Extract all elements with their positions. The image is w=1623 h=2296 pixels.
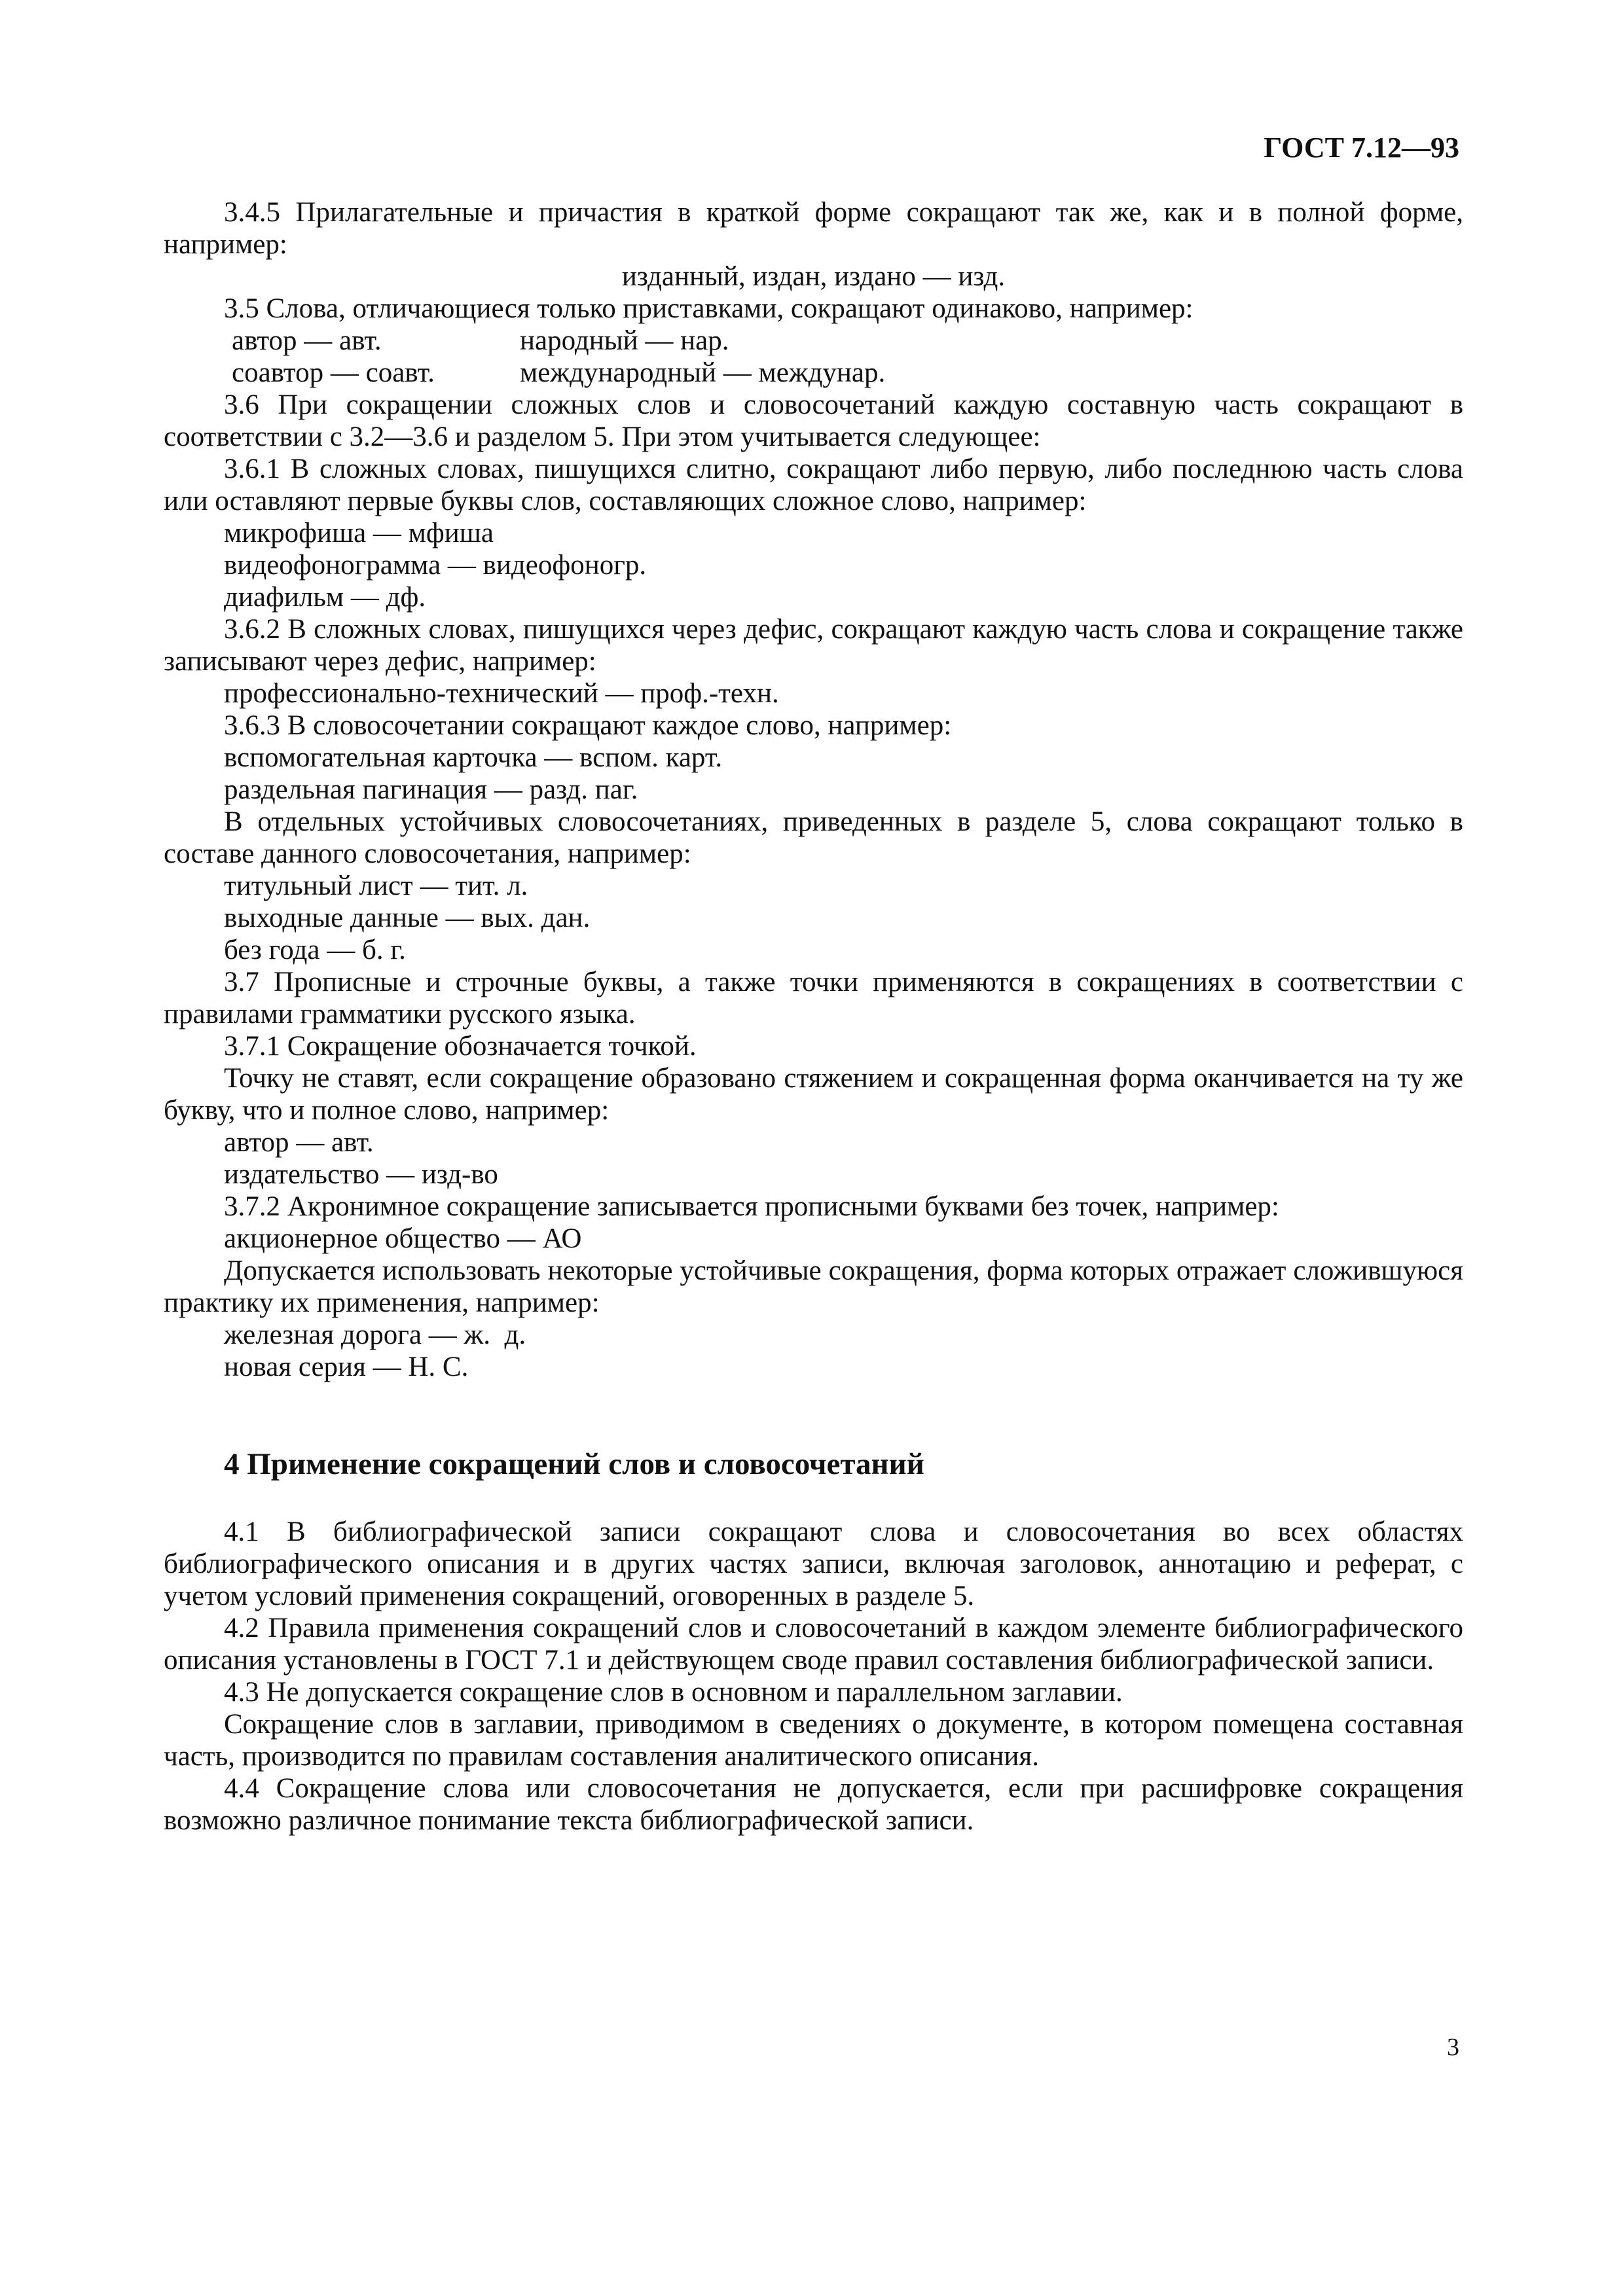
example-line: новая серия — Н. С.: [224, 1352, 469, 1382]
paragraph-3-7: 3.7 Прописные и строчные буквы, а также точки применяются в сокращениях в соответствии с правилами грамматики русского языка.: [164, 967, 1463, 1030]
paragraph-3-6-2: 3.6.2 В сложных словах, пишущихся через дефис, сокращают каждую часть слова и сокращение также записывают через дефис, например:: [164, 614, 1463, 677]
example-left: автор — авт.: [232, 325, 382, 356]
example-line: выходные данные — вых. дан.: [224, 903, 591, 933]
example-line: титульный лист — тит. л.: [224, 870, 528, 901]
example-line: видеофонограмма — видеофоногр.: [224, 550, 647, 581]
example-line: раздельная пагинация — разд. паг.: [224, 774, 638, 805]
example-line: изданный, издан, издано — изд.: [621, 261, 1006, 292]
paragraph-3-6-3: 3.6.3 В словосочетании сокращают каждое слово, например:: [224, 710, 952, 741]
paragraph-3-7-2: 3.7.2 Акронимное сокращение записывается прописными буквами без точек, например:: [224, 1191, 1279, 1222]
section-4-heading: 4 Применение сокращений слов и словосочетаний: [224, 1447, 924, 1481]
example-line: вспомогательная карточка — вспом. карт.: [224, 742, 723, 773]
paragraph-4-3-note: Сокращение слов в заглавии, приводимом в сведениях о документе, в котором помещена составная часть, производится по правилам составления аналитического описания.: [164, 1709, 1463, 1772]
example-line: диафильм — дф.: [224, 582, 426, 613]
body-text: [164, 196, 1463, 1837]
example-right: народный — нар.: [520, 325, 729, 356]
paragraph-3-6-3-note: В отдельных устойчивых словосочетаниях, приведенных в разделе 5, слова сокращают только в составе данного словосочетания, например:: [164, 806, 1463, 869]
paragraph-3-7-1-note: Точку не ставят, если сокращение образовано стяжением и сокращенная форма оканчивается на ту же букву, что и полное слово, например:: [164, 1063, 1463, 1126]
example-line: автор — авт.: [224, 1127, 374, 1158]
paragraph-4-2: 4.2 Правила применения сокращений слов и словосочетаний в каждом элементе библиографического описания установлены в ГОСТ 7.1 и действующем своде правил составления библиографической записи.: [164, 1613, 1463, 1676]
page-number: 3: [1447, 2034, 1459, 2061]
example-left: соавтор — соавт.: [232, 357, 435, 388]
paragraph-3-5: 3.5 Слова, отличающиеся только приставками, сокращают одинаково, например:: [224, 293, 1194, 324]
paragraph-4-3: 4.3 Не допускается сокращение слов в основном и параллельном заглавии.: [224, 1677, 1123, 1708]
example-right: международный — междунар.: [520, 357, 886, 388]
example-pair: [164, 325, 1463, 357]
example-line: акционерное общество — АО: [224, 1223, 582, 1254]
example-line: железная дорога — ж. д.: [224, 1319, 526, 1350]
paragraph-4-4: 4.4 Сокращение слова или словосочетания не допускается, если при расшифровке сокращения возможно различное понимание текста библиографической записи.: [164, 1773, 1463, 1836]
paragraph-3-7-2-note: Допускается использовать некоторые устойчивые сокращения, форма которых отражает сложившуюся практику их применения, например:: [164, 1255, 1463, 1318]
paragraph-3-6: 3.6 При сокращении сложных слов и словосочетаний каждую составную часть сокращают в соответствии с 3.2—3.6 и разделом 5. При этом учитывается следующее:: [164, 389, 1463, 452]
example-line: микрофиша — мфиша: [224, 518, 494, 548]
paragraph-3-7-1: 3.7.1 Сокращение обозначается точкой.: [224, 1031, 697, 1062]
example-line: без года — б. г.: [224, 935, 406, 965]
example-pair: [164, 357, 1463, 389]
paragraph-3-4-5: 3.4.5 Прилагательные и причастия в краткой форме сокращают так же, как и в полной форме, например:: [164, 197, 1463, 260]
paragraph-3-6-1: 3.6.1 В сложных словах, пишущихся слитно, сокращают либо первую, либо последнюю часть слова или оставляют первые буквы слов, составляющих сложное слово, например:: [164, 454, 1463, 516]
paragraph-4-1: 4.1 В библиографической записи сокращают слова и словосочетания во всех областях библиографического описания и в других частях записи, включая заголовок, аннотацию и реферат, с учетом условий применения сокращений, оговоренных в разделе 5.: [164, 1516, 1463, 1611]
example-line: профессионально-технический — проф.-техн.: [224, 678, 779, 709]
example-line: издательство — изд-во: [224, 1159, 498, 1190]
document-code: ГОСТ 7.12—93: [1264, 132, 1459, 164]
